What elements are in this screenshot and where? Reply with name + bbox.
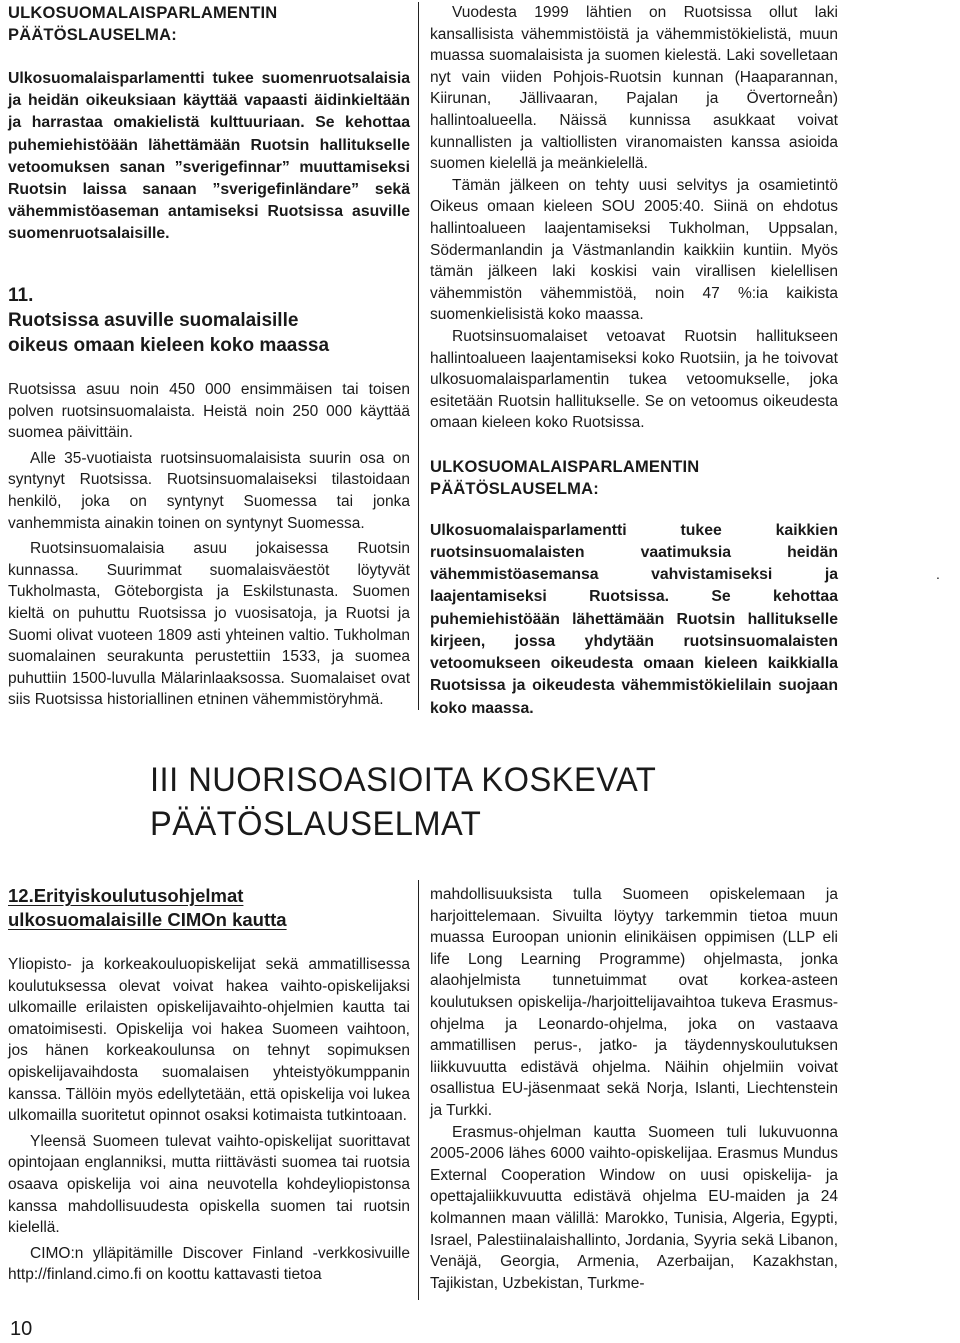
resolution-text: Ulkosuomalaisparlamentti tukee kaikkien ruotsinsuomalaisten vaatimuksia heidän vähemmistöasemansa vahvistamiseksi ja laajentamiseksi Ruotsissa. Se kehottaa puhemiehistöään lähettämään Ruotsin hallitukselle kirjeen, jossa yhdytään ruotsinsuomalaisten vetoomukseen oikeudesta omaan kieleen kaikkialla Ruotsissa ja oikeudesta vähemmistökielilain suojaan koko maassa. bbox=[430, 521, 838, 717]
stray-mark: . bbox=[936, 566, 940, 582]
main-section-title bbox=[150, 758, 764, 846]
section-12-paragraph: Yliopisto- ja korkeakouluopiskelijat sekä ammatillisessa koulutuksessa olevat voivat hakea vaihto-opiskelijaksi ulkomaille erilaisten opiskelijavaihto-ohjelmien kautta tai omatoimisesti. Opiskelija voi hakea Suomeen vaihtoon, jos hänen korkeakoulunsa on tehnyt sopimuksen opiskelijavaihdosta suomalaisen yhteistyökumppanin kanssa. Tällöin myös edellytetään, että opiskelija voi lukea ulkomailla suoritetut opinnot osaksi kotimaista tutkintoaan. bbox=[8, 956, 410, 1125]
resolution-heading-line-1: ULKOSUOMALAISPARLAMENTIN bbox=[430, 457, 700, 476]
section-12-paragraph: CIMO:n ylläpitämille Discover Finland -verkkosivuille http://finland.cimo.fi on koottu kattavasti tietoa bbox=[8, 1244, 410, 1284]
resolution-heading bbox=[430, 456, 838, 500]
resolution-heading-line-1: ULKOSUOMALAISPARLAMENTIN bbox=[8, 4, 278, 22]
section-12 bbox=[8, 884, 410, 1286]
section-11-title-line-1: Ruotsissa asuville suomalaisille bbox=[8, 310, 299, 331]
section-11-title-line-2: oikeus omaan kieleen koko maassa bbox=[8, 335, 330, 356]
right-top-paragraph: Ruotsinsuomalaiset vetoavat Ruotsin hallitukseen hallintoalueen laajentamiseksi koko Ruotsiin, ja he toivovat ulkosuomalaisparlamentin tukea vetoomukselle, joka esitetään Ruotsin hallitukselle. Se on vetoomus oikeudesta omaan kieleen koko Ruotsissa. bbox=[430, 327, 838, 432]
column-divider-top bbox=[418, 2, 419, 710]
right-column-top bbox=[430, 2, 838, 720]
section-12-title-line-2: ulkosuomalaisille CIMOn kautta bbox=[8, 909, 287, 930]
right-bottom-paragraph: mahdollisuuksista tulla Suomeen opiskelemaan ja harjoittelemaan. Sivuilta löytyy tarkemmin tietoa muun muassa Euroopan unionin elinikäisen oppimisen (LLP eli life Long Learning Programme) ohjelmasta, jonka alaohjelmista tunnetuimmat ovat korkea-asteen koulutuksen opiskelija-/harjoittelijavaihtoa tukeva Erasmus-ohjelma ja Leonardo-ohjelma, joka on vastaava ammatillisen perus-, jatko- ja täydennyskoulutuksen liikkuvuutta edistävä ohjelma. Näihin ohjelmiin voivat osallistua EU-jäsenmaat sekä Norja, Islanti, Liechtenstein ja Turkki. bbox=[430, 886, 838, 1119]
section-11-number: 11. bbox=[8, 285, 34, 306]
left-column-top bbox=[8, 2, 410, 246]
resolution-text: Ulkosuomalaisparlamentti tukee suomenruotsalaisia ja heidän oikeuksiaan käyttää vapaasti äidinkieltään ja harrastaa omakielistä kulttuuriaan. Se kehottaa puhemiehistöään lähettämään Ruotsin hallitukselle vetoomuksen sanan ”sverigefinnar” muuttamiseksi Ruotsin laissa sanaan ”sverigefinländare” sekä vähemmistöaseman antamiseksi Ruotsissa asuville suomenruotsalaisille. bbox=[8, 70, 410, 243]
resolution-heading-line-2: PÄÄTÖSLAUSELMA: bbox=[430, 479, 599, 498]
main-section-title-line-1: III NUORISOASIOITA KOSKEVAT bbox=[150, 761, 657, 799]
section-11-paragraph: Ruotsissa asuu noin 450 000 ensimmäisen tai toisen polven ruotsinsuomalaista. Heistä noin 250 000 käyttää suomea päivittäin. bbox=[8, 381, 410, 442]
resolution-heading bbox=[8, 2, 410, 46]
right-bottom-paragraph: Erasmus-ohjelman kautta Suomeen tuli lukuvuonna 2005-2006 lähes 6000 vaihto-opiskelijaa. Erasmus Mundus External Cooperation Window on uusi opiskelija- ja opettajaliikkuvuutta edistävä ohjelma EU-maiden ja 24 kolmannen maan välillä: Marokko, Tunisia, Algeria, Egypti, Israel, Palestiinalaishallinto, Jordania, Syyria sekä Libanon, Venäjä, Georgia, Armenia, Azerbaijan, Kazakhstan, Tajikistan, Uzbekistan, Turkme- bbox=[430, 1123, 838, 1292]
section-12-title-line-1: 12.Erityiskoulutusohjelmat bbox=[8, 885, 244, 906]
right-top-paragraph: Tämän jälkeen on tehty uusi selvitys ja osamietintö Oikeus omaan kieleen SOU 2005:40. Siinä on ehdotus hallintoalueen laajentamiseksi Tukholman, Uppsalan, Södermanlandin ja Västmanlandin kaikkiin kuntiin. Myös tämän jälkeen laki koskisi vain virallisen kielellisen vähemmistön vähemmistöä, noin 47 %:ia kaikista suomenkielisistä koko maassa. bbox=[430, 176, 838, 324]
column-divider-bottom bbox=[418, 880, 419, 1300]
resolution-heading-line-2: PÄÄTÖSLAUSELMA: bbox=[8, 26, 177, 44]
main-section-title-line-2: PÄÄTÖSLAUSELMAT bbox=[150, 805, 482, 843]
section-11 bbox=[8, 283, 410, 711]
section-12-title bbox=[8, 884, 410, 932]
section-12-paragraph: Yleensä Suomeen tulevat vaihto-opiskelijat suorittavat opintojaan englanniksi, mutta riittävästi suomea tai ruotsia osaava opiskelija voi aina neuvotella kohdeyliopistonsa kanssa mahdollisuudesta opiskella suomen tai ruotsin kielellä. bbox=[8, 1132, 410, 1237]
right-top-paragraph: Vuodesta 1999 lähtien on Ruotsissa ollut laki kansallisista vähemmistöistä ja vähemmistökielistä, muun muassa suomalaisista ja suomen kielestä. Laki sovelletaan nyt vain viiden Pohjois-Ruotsin kunnan (Haaparannan, Kiirunan, Jällivaaran, Pajalan ja Övertorneån) hallintoalueella. Näissä kunnissa asukkaat voivat kunnallisten ja valtiollisten viranomaisten kanssa asioida suomen kielellä ja meänkielellä. bbox=[430, 4, 838, 173]
section-11-title bbox=[8, 283, 410, 358]
section-11-paragraph: Ruotsinsuomalaisia asuu jokaisessa Ruotsin kunnassa. Suurimmat suomalaisväestöt löytyvät Tukholmasta, Göteborgista ja Eskilstunasta. Suomen kieltä on puhuttu Ruotsissa jo vuosisatoja, ja Ruotsi ja Suomi olivat vuoteen 1809 asti yhteinen valtio. Tukholman suomalainen seurakunta perustettiin 1533, ja suomea puhuttiin 1500-luvulla Mälarinlaaksossa. Suomalaiset ovat siis Ruotsissa historiallinen etninen vähemmistöryhmä. bbox=[8, 540, 410, 709]
page-number: 10 bbox=[10, 1318, 33, 1340]
right-column-bottom bbox=[430, 884, 838, 1294]
section-11-paragraph: Alle 35-vuotiaista ruotsinsuomalaisista suurin osa on syntynyt Ruotsissa. Ruotsinsuomalaiseksi tilastoidaan henkilö, joka on syntynyt Suomessa tai jonka vanhemmista ainakin toinen on syntynyt Suomessa. bbox=[8, 449, 410, 532]
